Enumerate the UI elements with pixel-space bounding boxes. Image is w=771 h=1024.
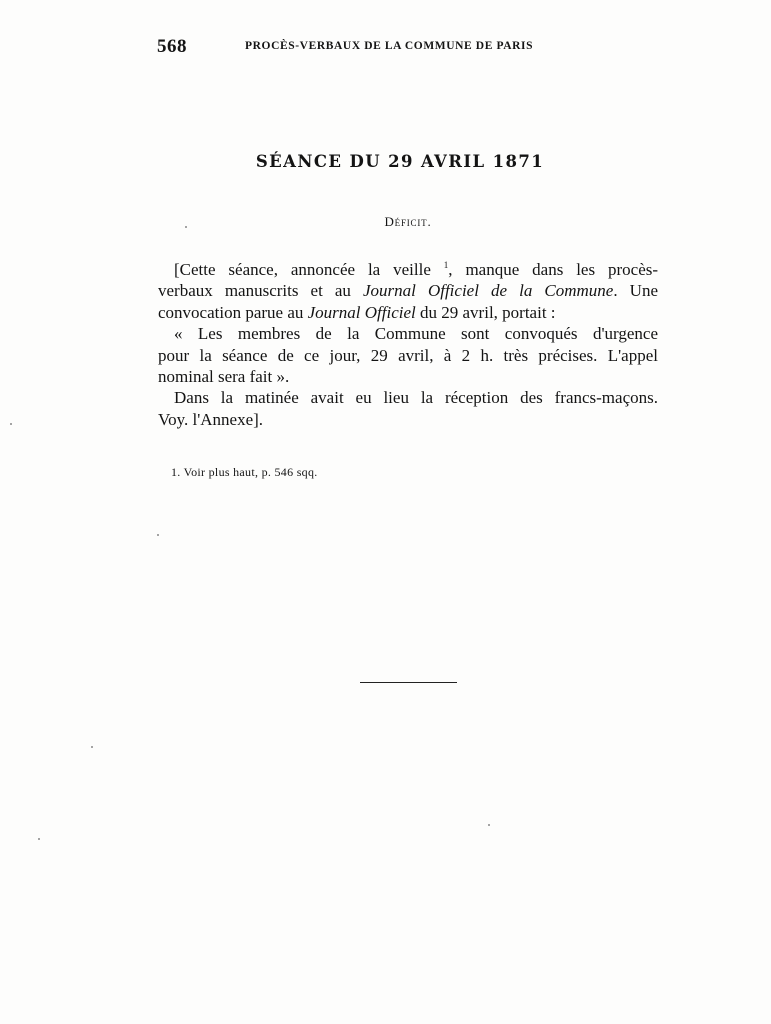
body-line: nominal sera fait ». — [158, 367, 290, 387]
section-title: Déficit. — [384, 214, 432, 229]
body-line: Voy. l'Annexe]. — [158, 409, 264, 429]
scan-speck — [10, 423, 12, 425]
journal-title: Journal Officiel — [307, 302, 416, 322]
end-rule — [360, 682, 457, 683]
body-text-run: . Une — [613, 281, 659, 301]
body-text-run: [Cette séance, annoncée la veille — [174, 260, 431, 279]
page-number: 568 — [157, 36, 187, 57]
body-text-run: , manque dans les procès- — [448, 260, 659, 279]
session-title: SÉANCE DU 29 AVRIL 1871 — [255, 152, 545, 171]
scan-speck — [185, 226, 187, 228]
body-line: Dans la matinée avait eu lieu la réception des francs-maçons. — [174, 388, 658, 408]
running-header — [157, 36, 577, 60]
body-line: « Les membres de la Commune sont convoqués d'urgence — [174, 324, 658, 344]
body-text — [158, 259, 658, 430]
footnote-marker: 1 — [443, 260, 449, 270]
scan-speck — [157, 534, 159, 536]
scan-speck — [488, 824, 490, 826]
body-line — [158, 259, 658, 280]
body-line — [158, 302, 658, 323]
journal-title: Journal Officiel de la Commune — [363, 281, 614, 301]
scan-speck — [38, 838, 40, 840]
body-text-run: convocation parue au — [158, 302, 308, 322]
body-text-run: du 29 avril, portait : — [415, 302, 556, 322]
footnote: 1. Voir plus haut, p. 546 sqq. — [171, 465, 318, 479]
scan-speck — [91, 746, 93, 748]
body-line: pour la séance de ce jour, 29 avril, à 2 h. très précises. L'appel — [158, 345, 658, 365]
body-line — [158, 280, 658, 301]
body-text-run: verbaux manuscrits et au — [158, 281, 363, 301]
running-title: PROCÈS-VERBAUX DE LA COMMUNE DE PARIS — [245, 40, 534, 52]
